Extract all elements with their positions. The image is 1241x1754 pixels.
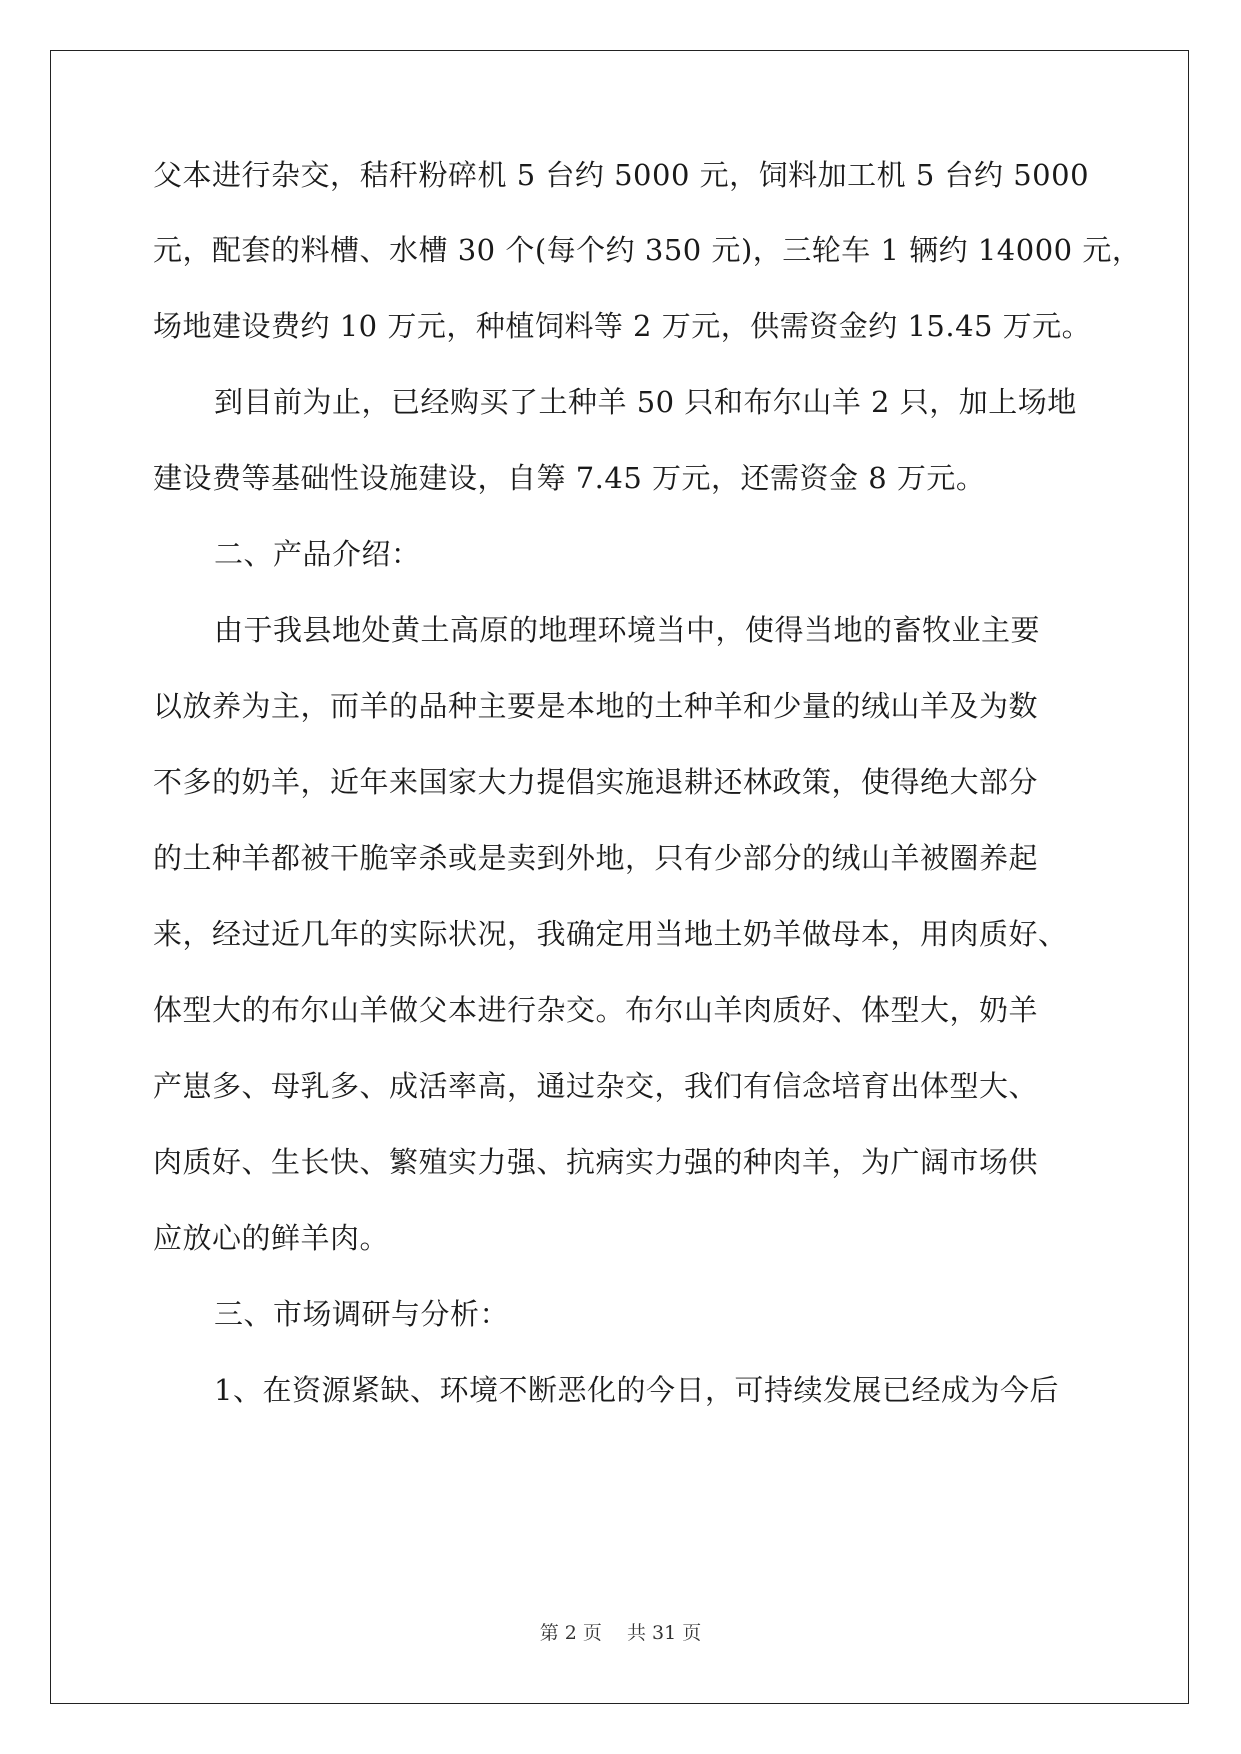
text-line: 不多的奶羊，近年来国家大力提倡实施退耕还林政策，使得绝大部分 <box>153 765 1039 799</box>
text-line: 建设费等基础性设施建设，自筹 7.45 万元，还需资金 8 万元。 <box>153 461 986 495</box>
text-line: 体型大的布尔山羊做父本进行杂交。布尔山羊肉质好、体型大，奶羊 <box>153 993 1039 1027</box>
paragraph-first-line: 由于我县地处黄土高原的地理环境当中，使得当地的畜牧业主要 <box>214 613 1041 647</box>
section-heading: 二、产品介绍： <box>214 537 421 571</box>
text-line: 应放心的鲜羊肉。 <box>153 1221 390 1255</box>
paragraph-first-line: 1、在资源紧缺、环境不断恶化的今日，可持续发展已经成为今后 <box>214 1373 1059 1407</box>
text-line: 元，配套的料槽、水槽 30 个(每个约 350 元)，三轮车 1 辆约 14000 元， <box>153 233 1142 267</box>
text-line: 的土种羊都被干脆宰杀或是卖到外地，只有少部分的绒山羊被圈养起 <box>153 841 1039 875</box>
text-line: 肉质好、生长快、繁殖实力强、抗病实力强的种肉羊，为广阔市场供 <box>153 1145 1039 1179</box>
text-line: 场地建设费约 10 万元，种植饲料等 2 万元，供需资金约 15.45 万元。 <box>153 309 1092 343</box>
text-line: 以放养为主，而羊的品种主要是本地的土种羊和少量的绒山羊及为数 <box>153 689 1039 723</box>
text-line: 父本进行杂交，秸秆粉碎机 5 台约 5000 元，饲料加工机 5 台约 5000 <box>153 158 1090 192</box>
text-line: 产崽多、母乳多、成活率高，通过杂交，我们有信念培育出体型大、 <box>153 1069 1039 1103</box>
paragraph-first-line: 到目前为止，已经购买了土种羊 50 只和布尔山羊 2 只，加上场地 <box>214 385 1077 419</box>
section-heading: 三、市场调研与分析： <box>214 1297 510 1331</box>
page-number-footer: 第 2 页 共 31 页 <box>539 1622 702 1644</box>
text-line: 来，经过近几年的实际状况，我确定用当地土奶羊做母本，用肉质好、 <box>153 917 1068 951</box>
